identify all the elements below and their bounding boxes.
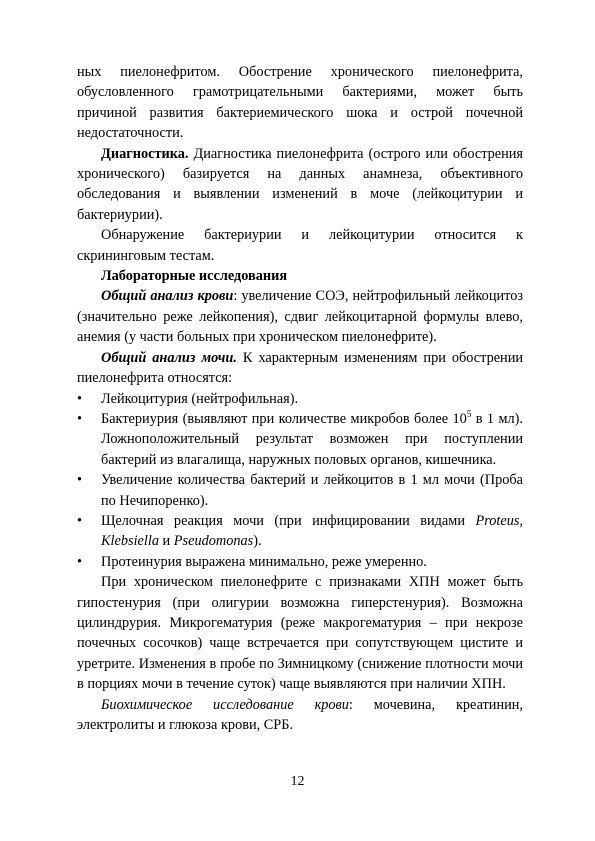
blood-test-text: : увеличение СОЭ, нейтрофильный лейкоцитоз (значительно реже лейкопения), сдвиг лейкоцитарной формулы влево, анемия (у части больных при хроническом пиелонефрите).	[77, 288, 523, 346]
species-name: Proteus, Klebsiella	[101, 512, 523, 550]
exponent: 5	[466, 408, 472, 419]
urine-test-text: К характерным изменениям при обострении пиелонефрита относятся:	[77, 349, 524, 387]
species-name: Pseudomonas	[173, 533, 254, 550]
diagnostics-heading: Диагностика.	[101, 145, 189, 162]
paragraph-urine-test	[77, 348, 523, 389]
page-number: 12	[290, 774, 305, 789]
section-heading-lab: Лабораторные исследования	[101, 268, 288, 285]
list-item: • Лейкоцитурия (нейтрофильная).	[77, 389, 523, 409]
paragraph-biochemistry	[77, 695, 523, 736]
diagnostics-text: Диагностика пиелонефрита (острого или обострения хронического) базируется на данных анамнеза, объективного обследования и выявлении изменений в моче (лейкоцитурии и бактериурии).	[77, 145, 523, 223]
paragraph-blood-test	[77, 286, 523, 347]
paragraph-chronic: При хроническом пиелонефрите с признаками ХПН может быть гипостенурия (при олигурии возможна гиперстенурия). Возможна цилиндрурия. Микрогематурия (реже макрогематурия – при некрозе почечных сосочков) чаще встречается при сопутствующем цистите и уретрите. Изменения в пробе по Зимницкому (снижение плотности мочи в порциях мочи в течение суток) чаще выявляются при наличии ХПН.	[77, 574, 523, 693]
list-item: • Увеличение количества бактерий и лейкоцитов в 1 мл мочи (Проба по Нечипоренко).	[77, 472, 523, 509]
paragraph-screening: Обнаружение бактериурии и лейкоцитурии относится к скрининговым тестам.	[77, 227, 523, 264]
blood-test-heading: Общий анализ крови	[101, 288, 234, 305]
urine-test-heading: Общий анализ мочи.	[101, 349, 237, 366]
bullet-icon: •	[77, 410, 83, 427]
urine-findings-list	[77, 389, 523, 573]
bullet-icon: •	[77, 390, 83, 407]
biochemistry-heading: Биохимическое исследование крови	[101, 696, 349, 713]
list-item: • Протеинурия выражена минимально, реже умеренно.	[77, 552, 523, 572]
bullet-icon: •	[77, 553, 83, 570]
text-column	[77, 62, 523, 735]
bullet-icon: •	[77, 512, 83, 529]
list-item: • Бактериурия (выявляют при количестве микробов более $10^5$ в 1 мл). Ложноположительный результат возможен при поступлении бактерий из влагалища, наружных половых органов, кишечника.	[77, 408, 523, 468]
biochemistry-text: : мочевина, креатинин, электролиты и глюкоза крови, СРБ.	[77, 696, 523, 733]
bullet-icon: •	[77, 472, 83, 489]
paragraph-intro: ных пиелонефритом. Обострение хронического пиелонефрита, обусловленного грамотрицательными бактериями, может быть причиной развития бактериемического шока и острой почечной недостаточности.	[77, 64, 523, 142]
paragraph-diagnostics	[77, 144, 523, 226]
list-item: • Щелочная реакция мочи (при инфицировании видами Proteus, Klebsiella и Pseudomonas).	[77, 512, 523, 550]
